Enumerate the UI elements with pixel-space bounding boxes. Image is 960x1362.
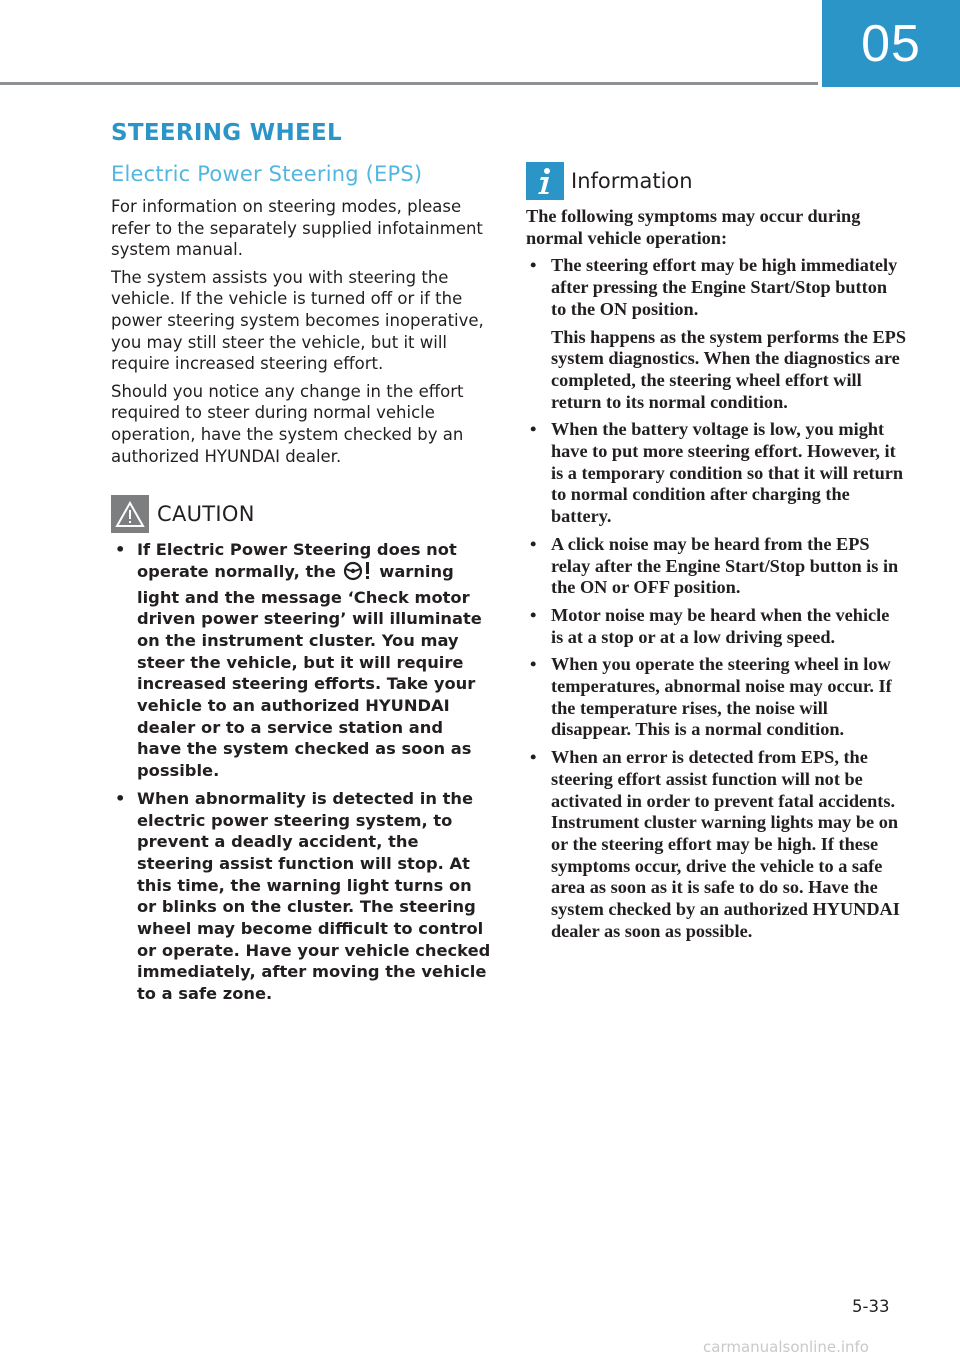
info-item-1-detail: This happens as the system performs the EPS system diagnostics. When the diagnostics are completed, the steering wheel effort will return to its normal condition. <box>551 326 906 412</box>
watermark: carmanualsonline.info <box>703 1338 869 1356</box>
steering-warning-icon <box>343 561 373 587</box>
list-item <box>526 534 906 599</box>
section-title: STEERING WHEEL <box>111 120 342 146</box>
bullet: • <box>530 533 537 554</box>
information-label: Information <box>571 169 693 193</box>
list-item <box>526 419 906 528</box>
info-item-3: A click noise may be heard from the EPS relay after the Engine Start/Stop button is in the ON or OFF position. <box>551 533 899 598</box>
caution-item-2: When abnormality is detected in the electric power steering system, to prevent a deadly accident, the steering assist function will stop. At this time, the warning light turns on or blinks on the cluster. The steering wheel may become difficult to control or operate. Have your vehicle checked immediately, after moving the vehicle to a safe zone. <box>137 788 491 1004</box>
chapter-tab <box>822 0 960 87</box>
information-intro: The following symptoms may occur during normal vehicle operation: <box>526 206 861 248</box>
info-item-5: When you operate the steering wheel in low temperatures, abnormal noise may occur. If the temperature rises, the noise will disappear. This is a normal condition. <box>551 654 892 740</box>
caution-label: CAUTION <box>157 502 255 527</box>
paragraph-system-assists: The system assists you with steering the vehicle. If the vehicle is turned off or if the power steering system becomes inoperative, you may still steer the vehicle, but it will require increased steering effort. <box>111 267 484 374</box>
right-column <box>526 162 906 949</box>
list-item <box>526 654 906 741</box>
bullet: • <box>530 747 537 768</box>
bullet: • <box>530 604 537 625</box>
header-rule <box>0 82 818 85</box>
bullet: • <box>530 419 537 440</box>
paragraph-notice-change: Should you notice any change in the effort required to steer during normal vehicle operation, have the system checked by an authorized HYUNDAI dealer. <box>111 381 464 466</box>
subsection-title: Electric Power Steering (EPS) <box>111 162 423 186</box>
info-item-2: When the battery voltage is low, you might have to put more steering effort. However, it is a temporary condition so that it will return to normal condition after charging the battery. <box>551 419 904 527</box>
info-icon <box>526 162 564 200</box>
information-list <box>526 255 906 942</box>
caution-item <box>111 788 491 1005</box>
caution-item <box>111 539 491 782</box>
bullet: • <box>115 540 126 560</box>
list-item <box>526 605 906 648</box>
caution-item-1-start: If Electric Power Steering does not operate normally, the <box>137 540 457 581</box>
list-item <box>526 255 906 413</box>
warning-triangle-icon <box>111 495 149 533</box>
info-item-4: Motor noise may be heard when the vehicle is at a stop or at a low driving speed. <box>551 604 890 647</box>
paragraph-steering-modes: For information on steering modes, please refer to the separately supplied infotainment system manual. <box>111 197 483 260</box>
bullet: • <box>530 654 537 675</box>
left-column <box>111 160 491 1011</box>
chapter-number: 05 <box>861 14 921 73</box>
info-item-1: The steering effort may be high immediately after pressing the Engine Start/Stop button to the ON position. <box>551 255 898 319</box>
bullet: • <box>115 788 126 808</box>
list-item <box>526 747 906 942</box>
information-header <box>526 162 906 200</box>
caution-list <box>111 539 491 1005</box>
bullet: • <box>530 255 537 276</box>
info-item-6: When an error is detected from EPS, the steering effort assist function will not be activated in order to prevent fatal accidents. Instrument cluster warning lights may be on or the steering effort may be high. If these symptoms occur, drive the vehicle to a safe area as soon as it is safe to do so. Have the system checked by an authorized HYUNDAI dealer as soon as possible. <box>551 747 900 941</box>
page-number: 5-33 <box>852 1297 890 1316</box>
caution-header <box>111 495 491 533</box>
caution-item-1-end: warning light and the message ‘Check motor driven power steering’ will illuminate on the instrument cluster. You may steer the vehicle, but it will require increased steering efforts. Take your vehicle to an authorized HYUNDAI dealer or to a service station and have the system checked as soon as possible. <box>137 561 482 781</box>
